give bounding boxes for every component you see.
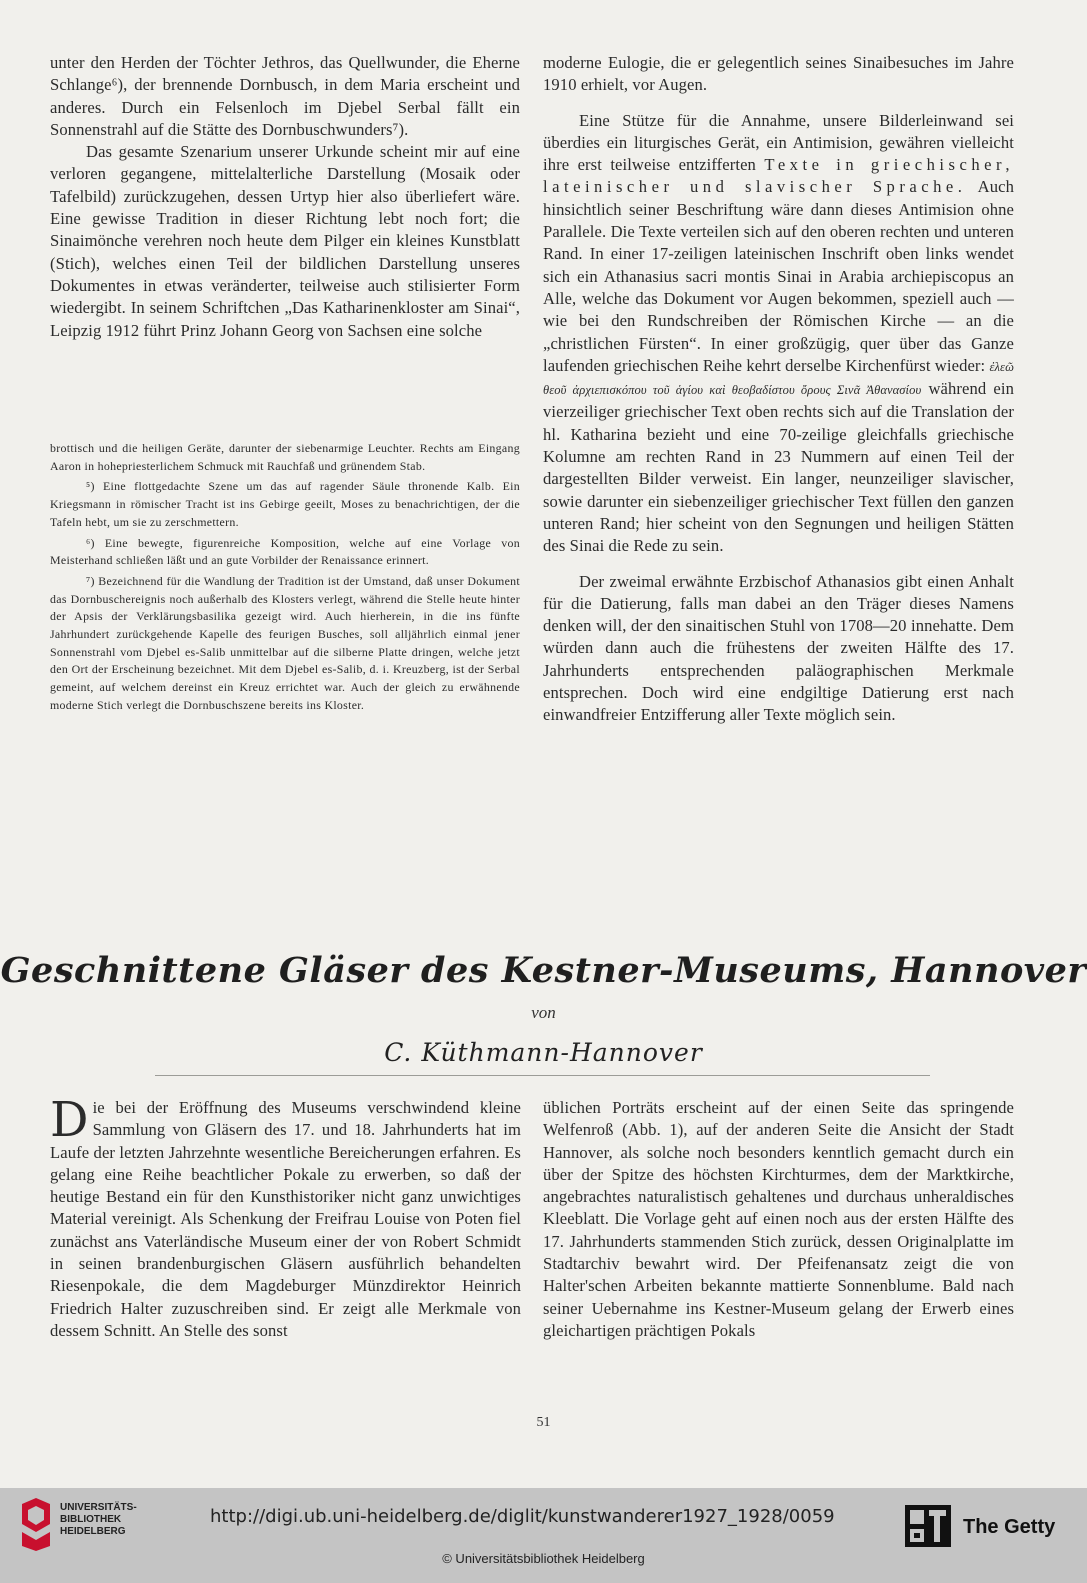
getty-label: The Getty — [963, 1516, 1056, 1538]
drop-cap: D — [50, 1092, 89, 1148]
paragraph — [50, 1092, 521, 1342]
divider — [155, 1075, 930, 1076]
footnote-7: ⁷) Bezeichnend für die Wandlung der Tradition ist der Umstand, daß unser Dokument das Dornbuschereignis noch außerhalb des Klosters verlegt, während die Stelle heute hinter der Apsis der Verklärungsbasilika gezeigt wird. Auch hierherein, in die ins fünfte Jahrhundert zurückgehende Kapelle des feurigen Busches, soll alljährlich einmal jener Sonnenstrahl vom Djebel es-Salib unmittelbar auf die silberne Platte dringen, welche jetzt den Ort der Erscheinung bezeichnet. Mit dem Djebel es-Salib, d. i. Kreuzberg, ist der Serbal gemeint, auf welchem dereinst ein Kreuz errichtet war. Auch der gleich zu erwähnende moderne Stich verlegt die Dornbuschszene bereits ins Kloster. — [50, 573, 520, 712]
paragraph: unter den Herden der Töchter Jethros, das Quellwunder, die Eherne Schlange⁶), der brennende Dornbusch, in dem Maria erscheint und anderes. Durch ein Felsenloch im Djebel Serbal fällt ein Sonnenstrahl auf die Stätte des Dornbuschwunders⁷). — [50, 53, 520, 139]
spaced-text: Texte in griechischer, lateinischer und slavischer Sprache. — [543, 155, 1014, 197]
text-run: ie bei der Eröffnung des Museums verschwindend kleine Sammlung von Gläsern des 17. und 18. Jahrhunderts hat im Laufe der letzten Jahrzehnte wesentliche Bereicherungen erfahren. Es gelang eine Reihe beachtlicher Pokale zu erwerben, so daß der heutige Bestand ein für den Kunsthistoriker nicht ganz unwichtiges Material vereinigt. Als Schenkung der Freifrau Louise von Poten fiel zunächst ans Vaterländische Museum einer der von Robert Schmidt in seinen brandenburgischen Gläsern ausführlich behandelten Riesenpokale, die dem Magdeburger Münzdirektor Heinrich Friedrich Halter zuzuschreiben sind. Er zeigt alle Merkmale von dessem Schnitt. An Stelle des sonst — [50, 1098, 521, 1340]
paragraph: Das gesamte Szenarium unserer Urkunde scheint mir auf eine verloren gegangene, mittelalterliche Darstellung (Mosaik oder Tafelbild) zurückzugehen, dessen Urtyp hier also überliefert wäre. Eine gewisse Tradition in dieser Richtung lebt noch fort; die Sinaimönche verehren noch heute dem Pilger ein kleines Kunstblatt (Stich), welches einen Teil der bildlichen Darstellung unseres Dokumentes in etwas veränderter, teilweise auch stilisierter Form wiedergibt. In seinem Schriftchen „Das Katharinenkloster am Sinai“, Leipzig 1912 führt Prinz Johann Georg von Sachsen eine solche — [50, 142, 520, 340]
upper-left-column — [50, 52, 520, 342]
article-left-column — [50, 1092, 521, 1342]
paragraph: üblichen Porträts erscheint auf der einen Seite das springende Welfenroß (Abb. 1), auf der anderen Seite die Ansicht der Stadt Hannover, als solche noch besonders kenntlich gemacht durch ein über der Spitze des höchsten Kirchturmes, dem der Marktkirche, angebrachtes naturalistisch gehaltenes und durchaus unheraldisches Kleeblatt. Die Vorlage geht auf einen noch aus der ersten Hälfte des 17. Jahrhunderts stammenden Stich zurück, dessen Originalplatte im Stadtarchiv bewahrt wird. Der Pfeifenansatz zeigt die von Halter'schen Arbeiten bekannte mattierte Sonnenblume. Bald nach seiner Uebernahme ins Kestner-Museum gelang der Erwerb eines gleichartigen prächtigen Pokals — [543, 1098, 1014, 1340]
byline-von: von — [531, 1003, 556, 1022]
copyright-notice: © Universitätsbibliothek Heidelberg — [442, 1551, 645, 1566]
page-number: 51 — [536, 1415, 551, 1430]
footnote-6: ⁶) Eine bewegte, figurenreiche Komposition, welche auf eine Vorlage von Meisterhand schließen läßt und an gute Vorbilder der Renaissance erinnert. — [50, 535, 520, 568]
footnotes — [50, 440, 520, 715]
text-run: Auch hinsichtlich seiner Beschriftung wäre dann dieses Antimision ohne Parallele. Die Texte verteilen sich auf den oberen rechten und unteren Rand. In einer 17-zeiligen lateinischen Inschrift oben links wendet sich ein Athanasius sacri montis Sinai in Arabia archiepiscopus an Alle, welche das Dokument vor Augen bekommen, speziell auch — wie bei den Rundschreiben der Römischen Kirche — an die „christlichen Fürsten“. In einer großzügig, quer über das Ganze laufenden griechischen Reihe kehrt derselbe Kirchenfürst wieder: — [543, 177, 1014, 375]
ub-heidelberg-logo-icon — [20, 1496, 52, 1551]
getty-logo-icon — [905, 1505, 951, 1547]
footer-bar — [0, 1488, 1087, 1583]
article-right-column — [543, 1097, 1014, 1342]
greek-quote: ἐλεῶ θεοῦ ἀρχιεπισκόπου τοῦ ἁγίου καὶ θεοβαδίστου ὄρους Σινᾶ Ἀθανασίου — [543, 359, 1015, 398]
library-line: HEIDELBERG — [60, 1526, 126, 1537]
library-line: BIBLIOTHEK — [60, 1514, 122, 1525]
article-title: Geschnittene Gläser des Kestner-Museums, Hannover — [0, 950, 1087, 991]
paragraph — [543, 110, 1014, 558]
footnote-5: ⁵) Eine flottgedachte Szene um das auf ragender Säule thronende Kalb. Ein Kriegsmann in römischer Tracht ist ins Gebirge geeilt, Moses zu benachrichtigen, der die Tafeln hebt, um sie zu zerschmettern. — [50, 479, 520, 529]
text-run: während ein vierzeiliger griechischer Text oben rechts sich auf die Translation der hl. Katharina bezieht und eine 70-zeilige gleichfalls griechische Kolumne am rechten Rand in 23 Nummern auf einen Teil der dargestellten Bilder verweist. Ein langer, neunzeiliger slavischer, sowie darunter ein siebenzeiliger griechischer Text füllen den ganzen unteren Rand; hier scheint von den Segnungen und heiligen Stätten des Sinai die Rede zu sein. — [543, 379, 1015, 556]
footnote-continuation: brottisch und die heiligen Geräte, darunter der siebenarmige Leuchter. Rechts am Eingang Aaron in hohepriesterlichem Schmuck mit Rauchfaß und grünendem Stab. — [50, 441, 520, 473]
library-name — [60, 1502, 137, 1538]
paragraph: Der zweimal erwähnte Erzbischof Athanasios gibt einen Anhalt für die Datierung, falls man dabei an den Träger dieses Namens denken will, der den sinaitischen Stuhl von 1708—20 innehatte. Dem würden dann auch die frühestens der zweiten Hälfte des 17. Jahrhunderts entsprechenden paläographischen Merkmale entsprechen. Doch wird eine endgiltige Datierung erst nach einwandfreier Entzifferung aller Texte möglich sein. — [543, 571, 1014, 725]
library-line: UNIVERSITÄTS- — [60, 1502, 137, 1513]
source-url-link[interactable]: http://digi.ub.uni-heidelberg.de/diglit/kunstwanderer1927_1928/0059 — [210, 1506, 835, 1527]
upper-right-column — [543, 52, 1014, 727]
paragraph: moderne Eulogie, die er gelegentlich seines Sinaibesuches im Jahre 1910 erhielt, vor Augen. — [543, 53, 1014, 95]
article-author: C. Küthmann-Hannover — [384, 1038, 703, 1067]
text-run: Eine Stütze für die Annahme, unsere Bilderleinwand sei überdies ein liturgisches Gerät, ein Antimision, gewähren vielleicht ihre erst teilweise entzifferten — [543, 110, 1014, 175]
